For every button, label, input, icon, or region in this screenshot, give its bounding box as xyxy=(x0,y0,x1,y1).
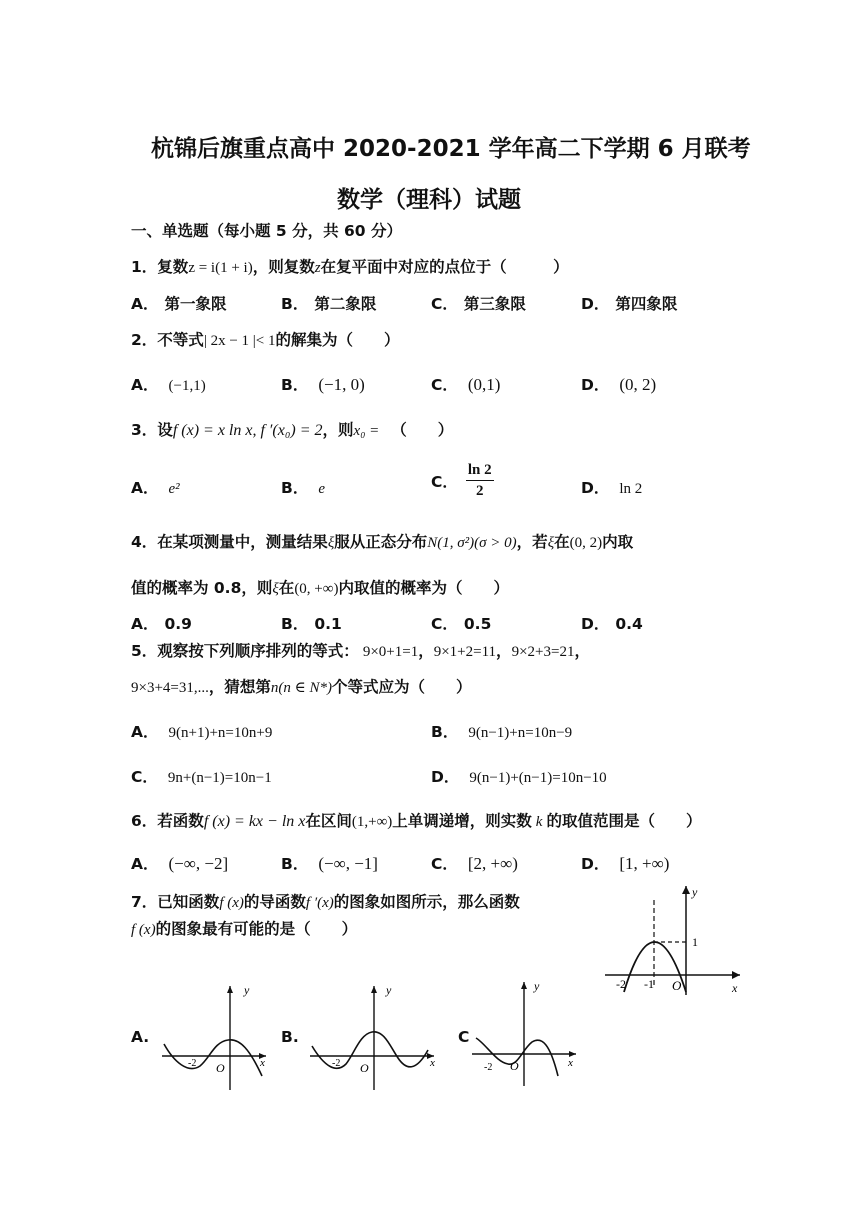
option-c: C． 0.5 xyxy=(431,615,492,633)
option-d: D． ln 2 xyxy=(581,479,643,497)
origin-label: O xyxy=(216,1061,225,1075)
math-expression: x₀ = xyxy=(353,423,380,439)
question-text: ，则复数 xyxy=(252,258,315,276)
fraction: $\frac{\ln 2}{2}$ xyxy=(467,462,492,499)
option-d: D． 第四象限 xyxy=(581,295,678,313)
question-text: 的取值范围是（ ） xyxy=(546,812,702,830)
tick-label: -2 xyxy=(484,1062,493,1073)
y-axis-arrow xyxy=(371,986,377,993)
math-expression: k xyxy=(535,814,543,830)
question-number: 3． xyxy=(131,421,158,439)
option-b: B． 0.1 xyxy=(281,615,342,633)
question-text: （ ） xyxy=(391,421,454,439)
math-expression: | 2x − 1 |< 1 xyxy=(203,333,276,349)
question-text: 在某项测量中，测量结果 xyxy=(157,533,328,551)
option-c-graph xyxy=(472,978,582,1088)
curve xyxy=(164,1040,262,1076)
tick-label: -2 xyxy=(188,1058,197,1069)
question-text: 在 xyxy=(278,579,295,597)
y-axis-arrow xyxy=(521,982,527,989)
option-a-graph xyxy=(162,982,272,1092)
question-text: 上单调递增，则实数 xyxy=(392,812,532,830)
tick-label: 1 xyxy=(692,935,698,949)
math-expression: 9×3+4=31,... xyxy=(131,680,209,696)
origin-label: O xyxy=(510,1059,519,1073)
option-c: C． 9n+(n−1)=10n−1 xyxy=(131,768,272,786)
question-5-line-2 xyxy=(131,675,472,697)
math-expression: 9×1+2=11 xyxy=(433,644,497,660)
question-text: 内取值的概率为（ ） xyxy=(338,579,509,597)
question-text: 若函数 xyxy=(157,812,204,830)
question-number: 1． xyxy=(131,258,158,276)
y-label: y xyxy=(534,979,540,993)
tick-label: -1 xyxy=(644,977,654,991)
option-c: C． (0,1) xyxy=(431,375,501,394)
x-label: x xyxy=(732,981,738,995)
y-label: y xyxy=(386,983,392,997)
section-heading: 一、单选题（每小题 5 分，共 60 分） xyxy=(131,222,402,240)
question-text: 设 xyxy=(157,421,173,439)
y-label: y xyxy=(692,885,698,899)
question-5: 5．观察按下列顺序排列的等式： 9×0+1=1，9×1+2=11，9×2+3=21， xyxy=(131,642,590,660)
option-c: C． [2, +∞) xyxy=(431,854,518,873)
math-expression: f (x) xyxy=(219,895,244,911)
math-expression: f (x) = x ln x, f ′(x₀) = 2 xyxy=(172,422,323,439)
math-expression: 9×0+1=1 xyxy=(362,644,419,660)
math-expression: ξ xyxy=(272,581,279,597)
option-d: D． 9(n−1)+(n−1)=10n−10 xyxy=(431,768,607,786)
page-title: 杭锦后旗重点高中 2020-2021 学年高二下学期 6 月联考 xyxy=(151,136,751,162)
option-b: B. xyxy=(281,1028,299,1046)
option-b: B． 9(n−1)+n=10n−9 xyxy=(431,723,573,741)
curve xyxy=(312,1032,428,1068)
option-a: A． e² xyxy=(131,479,180,497)
option-a: A. xyxy=(131,1028,150,1046)
option-b: B． (−∞, −1] xyxy=(281,854,378,873)
question-text: 值的概率为 0.8，则 xyxy=(131,579,273,597)
question-4-line-2 xyxy=(131,576,509,598)
option-b: B． 第二象限 xyxy=(281,295,377,313)
math-expression: z = i(1 + i) xyxy=(188,260,253,276)
math-expression: f (x) = kx − ln x xyxy=(203,813,306,830)
option-a: A． 第一象限 xyxy=(131,295,227,313)
option-d: D． [1, +∞) xyxy=(581,854,670,873)
question-4 xyxy=(131,530,633,552)
math-expression: n(n ∈ N*) xyxy=(270,680,333,696)
option-a: A． (−∞, −2] xyxy=(131,854,229,873)
question-number: 2． xyxy=(131,331,158,349)
question-text: 服从正态分布 xyxy=(334,533,428,551)
option-c: C． $\frac{\ln 2}{2}$ xyxy=(431,462,492,499)
question-number: 6． xyxy=(131,812,158,830)
question-text: 的导函数 xyxy=(243,893,306,911)
question-text: 在复平面中对应的点位于（ ） xyxy=(320,258,569,276)
question-text: 的图象最有可能的是（ ） xyxy=(155,920,358,938)
option-b: B． e xyxy=(281,479,325,497)
origin-label: O xyxy=(672,978,682,993)
question-text: 已知函数 xyxy=(157,893,220,911)
math-expression: (0, 2) xyxy=(569,535,603,551)
math-expression: (1,+∞) xyxy=(351,814,393,830)
question-text: 的解集为（ ） xyxy=(275,331,400,349)
option-d: D． 0.4 xyxy=(581,615,643,633)
option-c: C． 第三象限 xyxy=(431,295,526,313)
x-label: x xyxy=(260,1057,265,1069)
question-text: 复数 xyxy=(157,258,189,276)
x-axis-arrow xyxy=(732,971,740,979)
question-text: ，若 xyxy=(516,533,548,551)
option-d: D． (0, 2) xyxy=(581,375,657,394)
math-expression: z xyxy=(314,260,321,276)
option-a: A． 9(n+1)+n=10n+9 xyxy=(131,723,273,741)
y-axis-arrow xyxy=(227,986,233,993)
x-label: x xyxy=(568,1057,573,1069)
math-expression: N(1, σ²)(σ > 0) xyxy=(427,535,517,551)
option-c: C xyxy=(458,1028,470,1046)
math-expression: f ′(x) xyxy=(305,895,334,911)
math-expression: ξ xyxy=(547,535,555,551)
question-number: 5． xyxy=(131,642,158,660)
question-text: 在区间 xyxy=(305,812,352,830)
y-axis-arrow xyxy=(682,886,690,894)
question-text: 的图象如图所示，那么函数 xyxy=(333,893,520,911)
math-expression: (0, +∞) xyxy=(294,581,339,597)
question-7-line-2 xyxy=(131,917,357,939)
option-a: A． (−1,1) xyxy=(131,376,206,394)
option-a: A． 0.9 xyxy=(131,615,192,633)
tick-label: -2 xyxy=(332,1058,341,1069)
math-expression: 9×2+3=21 xyxy=(511,644,575,660)
question-text: 内取 xyxy=(602,533,634,551)
math-expression: f (x) xyxy=(131,922,156,938)
origin-label: O xyxy=(360,1061,369,1075)
question-text: 观察按下列顺序排列的等式： xyxy=(157,642,359,660)
tick-label: -2 xyxy=(616,977,626,991)
question-text: ，猜想第 xyxy=(208,678,271,696)
math-expression: ξ xyxy=(327,535,335,551)
question-3 xyxy=(131,418,453,440)
question-7 xyxy=(131,890,520,912)
question-1 xyxy=(131,255,569,277)
derivative-graph xyxy=(600,880,750,1000)
question-text: ，则 xyxy=(322,421,354,439)
question-2 xyxy=(131,328,400,350)
question-6 xyxy=(131,809,701,831)
question-text: 在 xyxy=(554,533,570,551)
page-subtitle: 数学（理科）试题 xyxy=(337,187,521,213)
y-label: y xyxy=(244,983,250,997)
x-label: x xyxy=(430,1057,435,1069)
question-text: 个等式应为（ ） xyxy=(332,678,472,696)
question-number: 4． xyxy=(131,533,158,551)
question-number: 7． xyxy=(131,893,158,911)
question-text: 不等式 xyxy=(157,331,204,349)
option-b-graph xyxy=(310,982,440,1092)
option-b: B． (−1, 0) xyxy=(281,375,365,394)
